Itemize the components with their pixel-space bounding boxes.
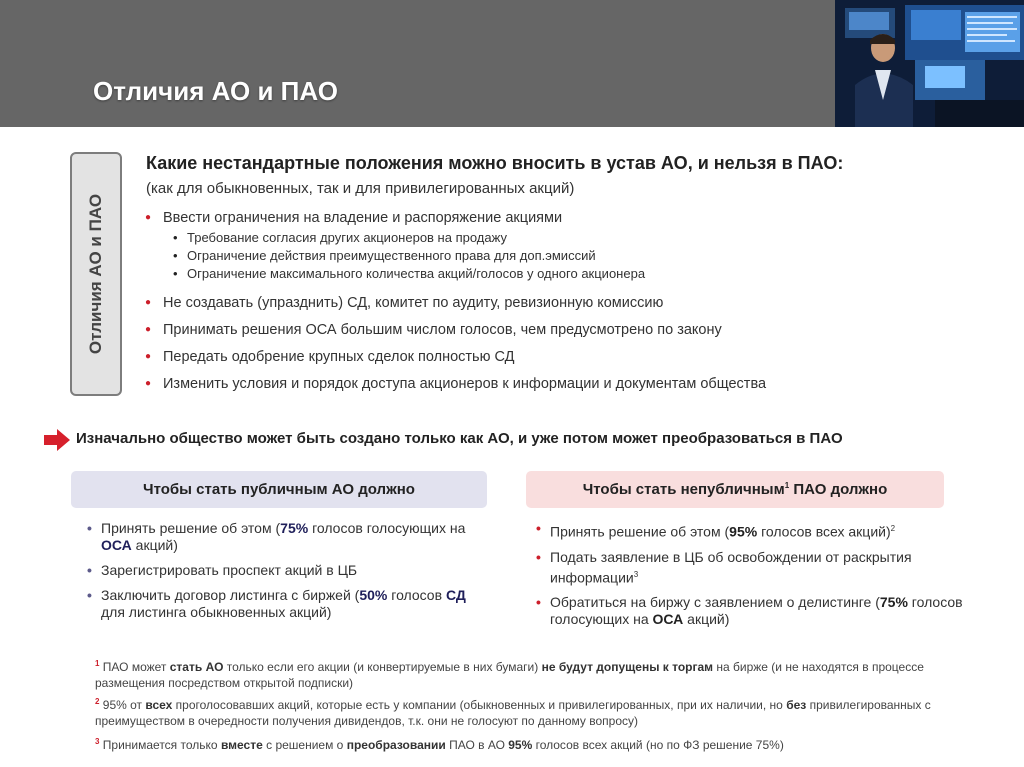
list-item: • Зарегистрировать проспект акций в ЦБ [87, 562, 487, 579]
list-item: • Заключить договор листинга с биржей (50% голосов СД для листинга обыкновенных акций) [87, 587, 487, 621]
list-item: • Подать заявление в ЦБ об освобождении от раскрытия информации$^3$ [536, 549, 966, 587]
public-ao-list [87, 520, 487, 629]
nonpublic-pao-title: Чтобы стать непубличным$^1$ ПАО должно [582, 481, 888, 498]
right-arrow-icon [44, 429, 70, 451]
list-item: • Принять решение об этом (95% голосов всех акций)$^2$ [536, 520, 966, 541]
slide-title: Отличия АО и ПАО [93, 76, 339, 106]
arrow-note-text: Изначально общество может быть создано только как АО, и уже потом может преобразоваться в ПАО [76, 430, 843, 447]
sub-list-item: • Требование согласия других акционеров на продажу [171, 229, 905, 247]
nonpublic-pao-list [536, 520, 966, 636]
nonpublic-pao-header [526, 471, 944, 508]
question-title: Какие нестандартные положения можно вносить в устав АО, и нельзя в ПАО: [146, 153, 844, 173]
list-item: ● Принимать решения ОСА большим числом голосов, чем предусмотрено по закону [145, 321, 905, 339]
public-ao-title: Чтобы стать публичным АО должно [143, 481, 415, 498]
list-item [145, 209, 905, 283]
side-label: Отличия АО и ПАО [86, 193, 105, 355]
provisions-list [145, 209, 905, 393]
footnote-3: $^3$ Принимается только вместе с решением о преобразовании ПАО в АО 95% голосов всех акций (но по ФЗ решение 75%) [95, 737, 784, 752]
sub-list-item: • Ограничение действия преимущественного права для доп.эмиссий [171, 247, 905, 265]
footnote-2: $^2$ 95% от всех проголосовавших акций, которые есть у компании (обыкновенных и привилегированных, при их наличии, но без привилегированных с преимуществом в очередности получения дивидендов, т.к. они не голосуют по данному вопросу) [95, 697, 931, 728]
footnote-1: $^1$ ПАО может стать АО только если его акции (и конвертируемые в них бумаги) не будут допущены к торгам на бирже (и не находятся в процессе размещения посредством открытой подписки) [95, 659, 924, 690]
sub-list-item: • Ограничение максимального количества акций/голосов у одного акционера [171, 265, 905, 283]
list-item: ● Не создавать (упразднить) СД, комитет по аудиту, ревизионную комиссию [145, 294, 905, 312]
side-label-box [70, 152, 122, 396]
list-item: • Обратиться на биржу с заявлением о делистинге (75% голосов голосующих на ОСА акций) [536, 594, 966, 628]
sub-list [171, 229, 905, 283]
question-subtitle: (как для обыкновенных, так и для привилегированных акций) [146, 180, 575, 197]
list-item: ● Передать одобрение крупных сделок полностью СД [145, 348, 905, 366]
stock-exchange-photo [835, 0, 1024, 127]
list-item-text: Ввести ограничения на владение и распоряжение акциями [163, 210, 563, 226]
list-item: ● Изменить условия и порядок доступа акционеров к информации и документам общества [145, 375, 905, 393]
list-item: • Принять решение об этом (75% голосов голосующих на ОСА акций) [87, 520, 487, 554]
public-ao-header [71, 471, 487, 508]
